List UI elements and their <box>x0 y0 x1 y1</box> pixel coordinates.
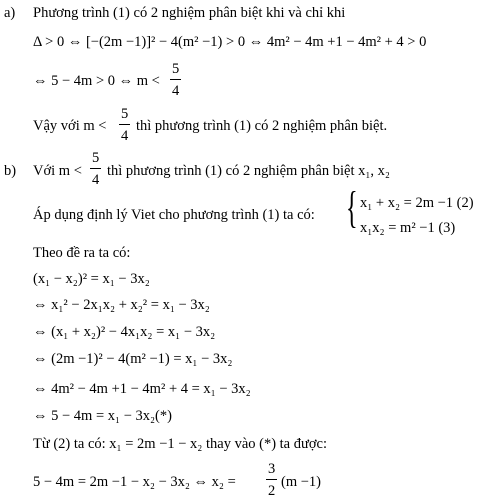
part-b-label: b) <box>4 163 17 179</box>
derivation-step: ⇔ (2m −1)² − 4(m² −1) = x₁ − 3x₂ <box>33 351 233 367</box>
part-b-frac-num: 5 <box>92 150 100 166</box>
part-a-conclusion: Vậy với m < <box>33 118 107 134</box>
derivation-step: ⇔ 4m² − 4m +1 − 4m² + 4 = x₁ − 3x₂ <box>33 381 251 397</box>
fraction-bar <box>266 479 277 480</box>
viet-eq-product: x₁x₂ = m² −1 (3) <box>360 220 456 236</box>
fraction-bar <box>119 124 130 125</box>
part-a-concl-den: 4 <box>121 128 129 144</box>
final-frac-den: 2 <box>268 483 276 499</box>
final-equation: 5 − 4m = 2m −1 − x₂ − 3x₂ ⇔ x₂ = <box>33 474 236 490</box>
viet-eq-sum: x₁ + x₂ = 2m −1 (2) <box>360 195 474 211</box>
part-b-frac-den: 4 <box>92 172 100 188</box>
theo-de-ra: Theo đề ra ta có: <box>33 245 131 261</box>
derivation-step: ⇔ 5 − 4m = x₁ − 3x₂(*) <box>33 408 172 424</box>
derivation-step: ⇔ (x₁ + x₂)² − 4x₁x₂ = x₁ − 3x₂ <box>33 324 216 340</box>
part-a-concl-num: 5 <box>121 106 129 122</box>
part-b-intro: Với m < <box>33 163 82 179</box>
fraction-bar <box>170 79 181 80</box>
part-a-eq2: ⇔ 5 − 4m > 0 ⇔ m < <box>33 73 160 89</box>
part-a-conclusion-tail: thì phương trình (1) có 2 nghiệm phân biệt. <box>136 118 388 134</box>
derivation-step: ⇔ x₁² − 2x₁x₂ + x₂² = x₁ − 3x₂ <box>33 297 210 313</box>
substitution-line: Từ (2) ta có: x₁ = 2m −1 − x₂ thay vào (*) ta được: <box>33 436 327 452</box>
viet-intro: Áp dụng định lý Viet cho phương trình (1) ta có: <box>33 207 315 223</box>
part-a-label: a) <box>4 5 16 21</box>
part-a-intro: Phương trình (1) có 2 nghiệm phân biệt khi và chỉ khi <box>33 5 346 21</box>
system-brace: { <box>346 183 358 232</box>
final-equation-tail: (m −1) <box>281 474 321 490</box>
part-a-frac-den: 4 <box>172 83 180 99</box>
derivation-step: (x₁ − x₂)² = x₁ − 3x₂ <box>33 271 150 287</box>
part-b-intro-tail: thì phương trình (1) có 2 nghiệm phân biệt x₁, x₂ <box>107 163 390 179</box>
part-a-frac-num: 5 <box>172 61 180 77</box>
part-a-eq1: Δ > 0 ⇔ [−(2m −1)]² − 4(m² −1) > 0 ⇔ 4m² − 4m +1 − 4m² + 4 > 0 <box>33 34 427 50</box>
fraction-bar <box>90 168 101 169</box>
final-frac-num: 3 <box>268 461 276 477</box>
